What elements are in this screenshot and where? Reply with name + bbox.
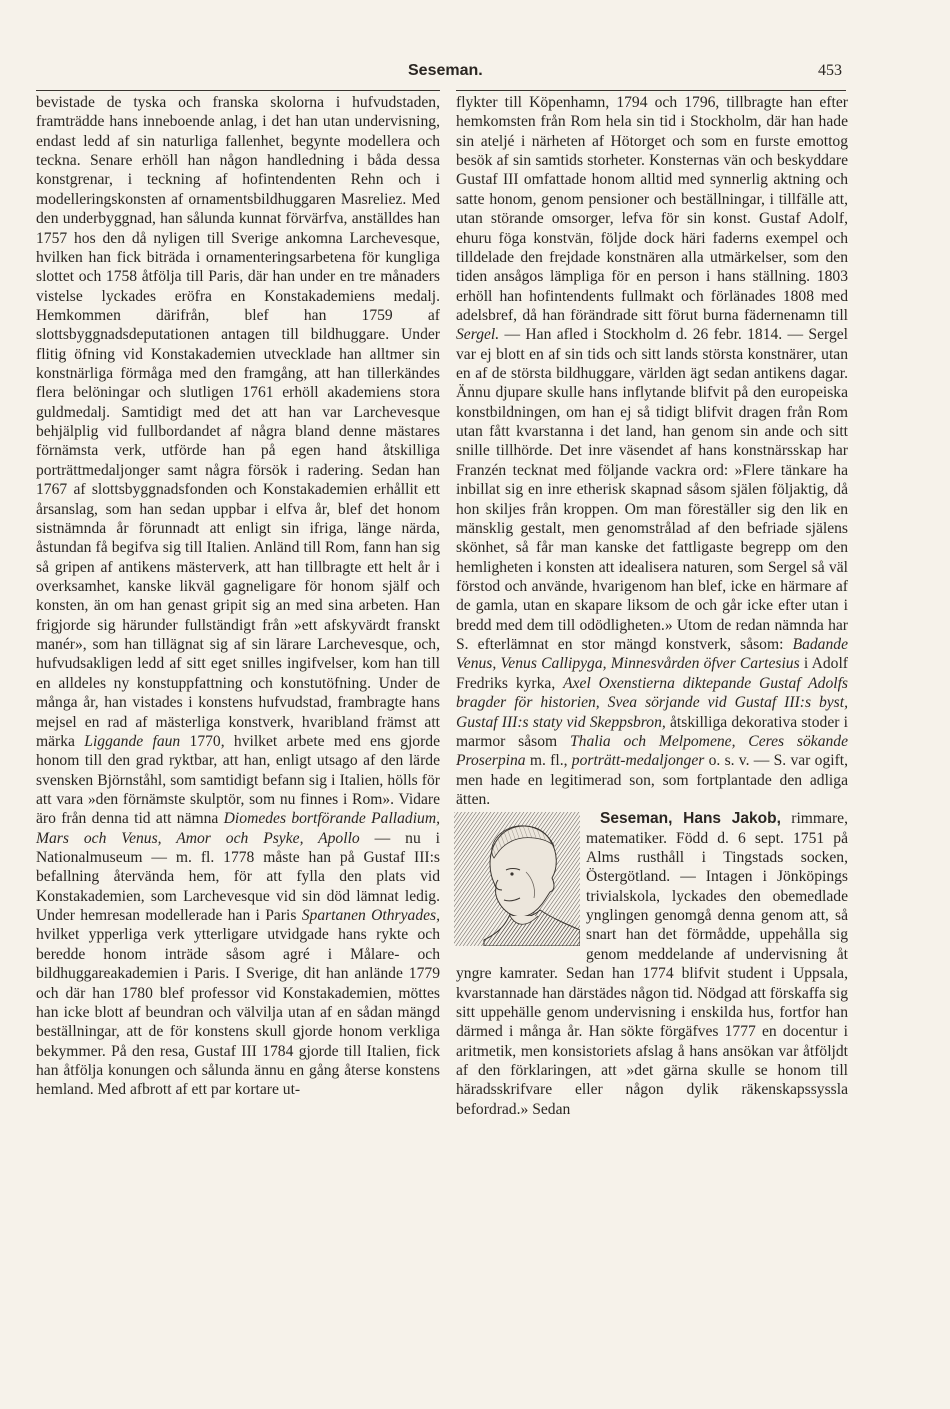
text-run: m. fl., [525, 752, 568, 770]
running-head: Seseman. [408, 62, 483, 79]
entry-text: rimmare, matematiker. Född d. 6 sept. 1751 på Alms rusthåll i Tingstads socken, Östergötland. — Intagen i Jönköpings trivialskola, lyckades den obemedlade ynglingen genomgå denna genom att, så snart han det förmådde, uppehålla sig genom meddelande af undervisning åt yngre kamrater. Sedan han 1774 blifvit student i Uppsala, kvarstannade han därstädes någon tid. Nödgad att förskaffa sig sitt uppehälle genom undervisning i enskilda hus, fortfor han därmed i många år. Han sökte förgäfves 1777 en docentur i aritmetik, men konsistoriets afslag å hans ansökan var åtföljdt af den förklaringen, att »det gärna skulle se honom till häradsskrifvare eller någon dylik räkenskapssyssla befordrad.» Sedan [456, 810, 848, 1118]
sergel-article-continued [36, 93, 440, 1100]
text-run: flykter till Köpenhamn, 1794 och 1796, tillbragte han efter hemkomsten från Rom hela sin tid i Stockholm, där han hade sin ateljé i närheten af Hötorget och som en furste emottog besök af sin samtids storheter. Konsternas vän och beskyddare Gustaf III omfattade honom alltid med synnerlig aktning och satte honom, genom pensioner och beställningar, i tillfälle att, utan störande omsorger, lefva för sin konst. Gustaf Adolf, ehuru föga konstvän, följde dock häri faderns exempel och tilldelade den frejdade konstnären alla utmärkelser, som den tiden ansågos lämpliga för en person i hans ställning. 1803 erhöll han hofintendents fullmakt och förlänades 1808 med adelsbref, då han förändrade sitt förut burna fädernenamn till [456, 94, 848, 324]
text-run: i Adolf Fredriks kyrka, [456, 655, 849, 692]
text-run: åtskilliga dekorativa stoder i marmor såsom [456, 713, 848, 750]
surname-sergel: Sergel. [456, 326, 500, 344]
page-number: 453 [818, 62, 842, 79]
text-run: — Han afled i Stockholm d. 26 febr. 1814. — Sergel var ej blott en af sin tids och sitt lands största konstnärer, utan en af de största bildhuggare, världen ägt sedan antikens dagar. Ännu djupare skulle hans inflytande blifvit på den europeiska konstbildningen, om han ej så tidigt blifvit dragen från Rom utan fått kvarstanna i det land, han genom sin ande och sitt snille tillhörde. Det inre väsendet af hans konstnärsskap har Franzén tecknat med följande vackra ord: »Flere tänkare ha inbillat sig en inre etherisk skapnad såsom själen följaktig, då hon skiljes från kroppen. Om man föreställer sig den lik en mänsklig gestalt, men genomstrålad af den befriade själens skönhet, så får man kanske det fattligaste begrepp om den hemligheten i konsten att idealisera naturen, som Sergel så väl förstod och använde, hvarigenom han blef, icke en härmare af de gamla, utan en skapare liksom de och går icke efter utan i bredd med dem till odödligheten.» Utom de redan nämnda har S. efterlämnat en stor mängd konstverk, såsom: [456, 326, 848, 654]
work-title: Badande Venus, Venus Callipyga, Minnesvården öfver Cartesius [456, 636, 848, 673]
text-run: bevistade de tyska och franska skolorna i hufvudstaden, framträdde hans inneboende anlag, i det han utan undervisning, endast ledd af sin naturliga fallenhet, begynte modellera och teckna. Senare erhöll han någon handledning i båda dessa konstgrenar, i teckning af hofintendenten Rehn och i modelleringskonsten af ornamentsbildhuggaren Masreliez. Med den underbyggnad, han sålunda kunnat förvärfva, anställdes han 1757 hos den då nyligen till Sverige ankomna Larchevesque, hvilken han fick biträda i ornamenteringsarbetena för kungliga slottet och 1758 åtfölja till Paris, där han under en tre månaders vistelse lyckades eröfra en Konstakademiens medalj. Hemkommen därifrån, blef han 1759 af slottsbyggnadsdeputationen antagen till bildhuggare. Under flitig öfning vid Konstakademien utvecklade han alltmer sin konstnärliga förmåga med den framgång, att han tillerkändes flera belöningar och slutligen 1761 erhöll akademiens stora guldmedalj. Samtidigt med det att han var Larchevesque behjälplig vid fullbordandet af några bland denne mästares förnämsta verk, utförde han på egen hand åtskilliga porträttmedaljonger samt några försök i radering. Sedan han 1767 af slottsbyggnadsfonden och Konstakademien erhållit ett årsanslag, som han sedan uppbar i elfva år, blef det honom sistnämnda år förunnadt att enligt sin ifriga, länge närda, åstundan få begifva sig till Italien. Anländ till Rom, fann han sig så gripen af antikens mästerverk, att han tillbragte ett helt år i overksamhet, kanske likväl gagneligare för honom själf och konsten, än om han genast gripit sig an med sina arbeten. Han frigjorde sig härunder fullständigt från »ett afskyvärdt franskt manér», som han tillägnat sig af sin lärare Larchevesque, och, hufvudsakligen ledd af sitt eget snilles ingifvelser, kom han till en alldeles ny konstuppfattning och konstutöfning. Under de många år, han vistades i konstens hufvudstad, frambragte hans mejsel en rad af mästerliga konstverk, hvaribland främst att märka [36, 94, 440, 750]
header-rule-right [456, 90, 846, 91]
page-header [0, 60, 950, 88]
work-title: Liggande faun [84, 732, 181, 750]
entry-headword: Seseman, Hans Jakob, [600, 810, 781, 828]
work-title: Axel Oxenstierna diktерande Gustaf Adolfs bragder för historien, Svea sörjande vid Gustaf III:s byst, Gustaf III:s staty vid Skeppsbron, [456, 674, 848, 731]
portrait-engraving [454, 812, 580, 946]
work-title: porträtt-medaljonger [571, 752, 705, 770]
text-run: — nu i Nationalmuseum — m. fl. 1778 måste han på Gustaf III:s befallning återvända hem, för att fylla den plats vid Konstakademien, som Larchevesque vid sin död lämnat ledig. Under hemresan modellerade han i Paris [36, 829, 440, 925]
work-title: Diomedes bortförande Palladium, Mars och Venus, Amor och Psyke, Apollo [36, 810, 441, 847]
text-run: hvilket ypperliga verk ytterligare utvidgade hans rykte och beredde honom inträde såsom agré i Målare- och bildhuggareakademien i Paris. I Sverige, dit han anlände 1779 och där han 1780 blef professor vid Konstakademien, möttes han icke blott af beundran och välvilja utan af en sådan mängd beställningar, att de för konstens skull gjorde honom verkliga bekymmer. På den resa, Gustaf III 1784 gjorde till Italien, fick han åtfölja konungen och sålunda ännu en gång återse konstens hemland. Med afbrott af ett par kortare ut- [36, 926, 440, 1099]
work-title: Thalia och Melpomene, Ceres sökande Proserpina [456, 732, 849, 770]
left-column [36, 93, 440, 1100]
seseman-entry [456, 809, 848, 1119]
text-run: o. s. v. — S. var ogift, men hade en legitimerad son, som fortplantade den adliga ätten. [456, 752, 849, 808]
work-title: Spartanen Othryades, [301, 907, 440, 925]
sergel-article-end [456, 93, 848, 809]
right-column [456, 93, 848, 1119]
header-rule-left [36, 90, 440, 91]
text-run: 1770, hvilket arbete med ens gjorde honom till den grad ryktbar, att han, enligt utsago af den lärde svensken Björnståhl, som samtidigt befann sig i Italien, hölls för att vara »den förnämste skulptör, som nu finnes i Rom». Vidare äro från denna tid att nämna [36, 732, 440, 828]
